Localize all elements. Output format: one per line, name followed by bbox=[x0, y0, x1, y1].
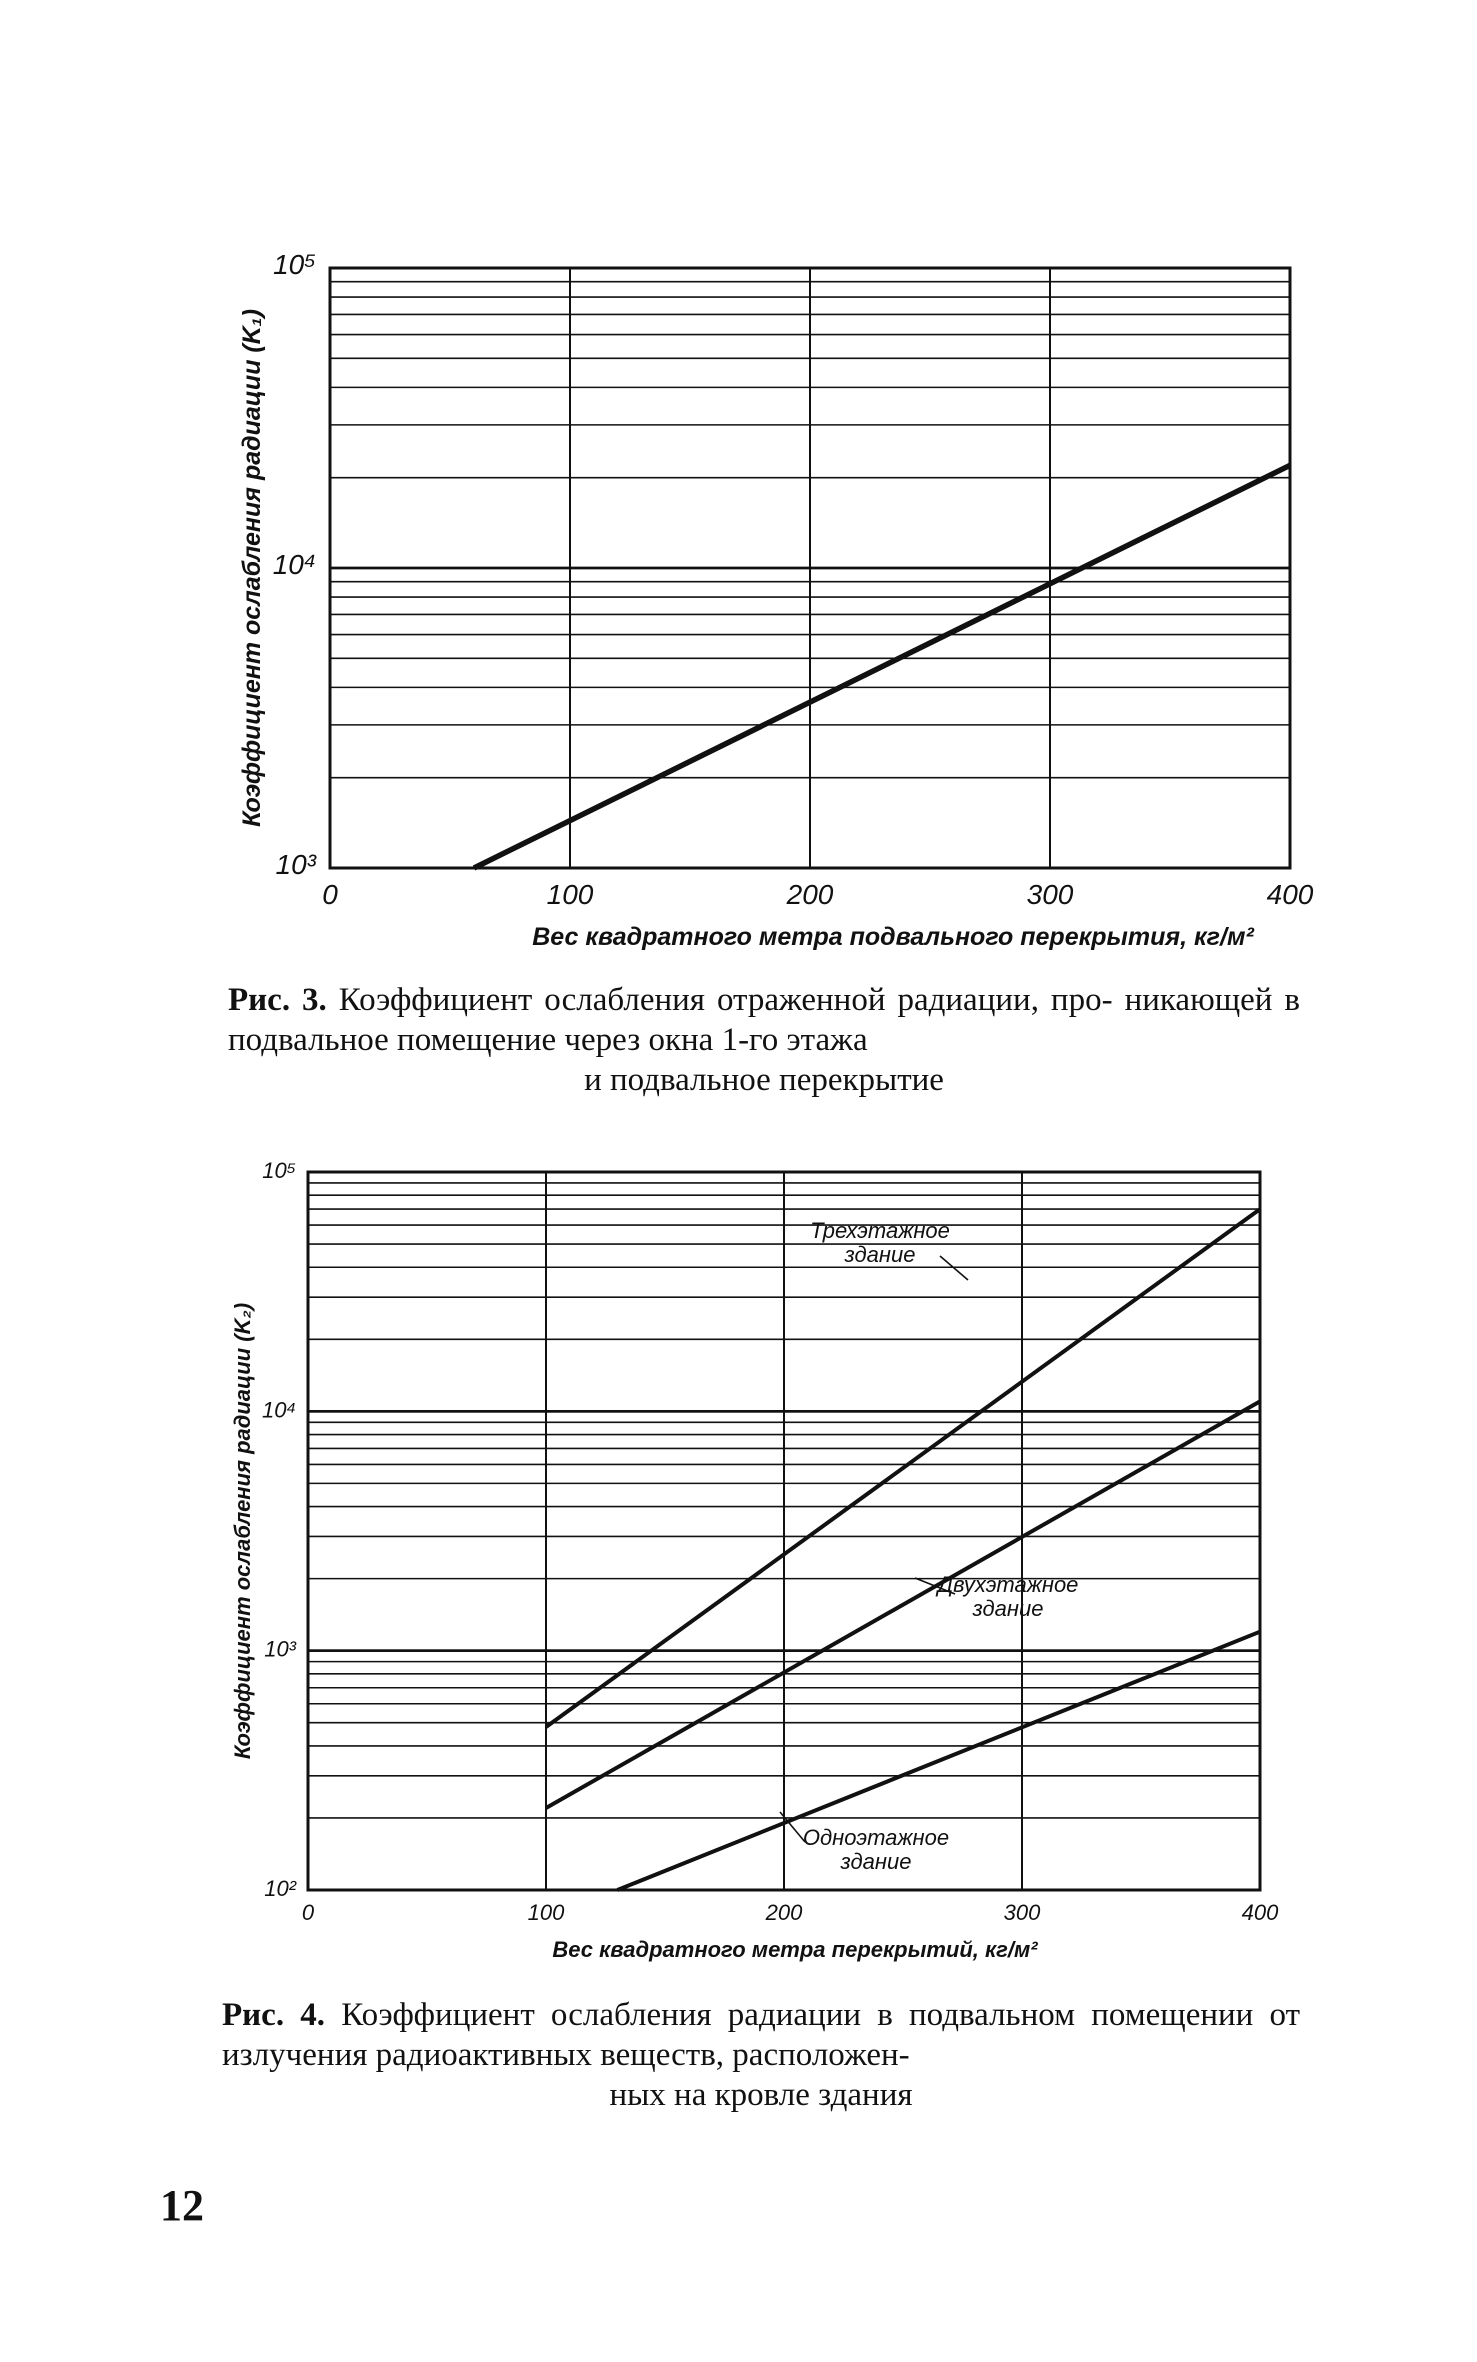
series-line bbox=[546, 1209, 1260, 1727]
x-axis-label: Вес квадратного метра перекрытий, кг/м² bbox=[552, 1937, 1038, 1962]
chart-figure-4 bbox=[0, 1100, 1477, 1980]
y-tick-label: 10⁵ bbox=[273, 249, 316, 280]
annotation-label: Одноэтажное bbox=[802, 1825, 950, 1850]
x-tick-label: 400 bbox=[1241, 1900, 1279, 1925]
caption-line: никающей в подвальное помещение через окна 1-го этажа bbox=[228, 982, 1300, 1058]
x-tick-label: 0 bbox=[301, 1900, 315, 1925]
annotation-label: Трехэтажное bbox=[810, 1218, 950, 1243]
annotation-label: здание bbox=[972, 1596, 1044, 1621]
caption-figure-4 bbox=[222, 1995, 1300, 2115]
y-tick-label: 10⁴ bbox=[272, 549, 316, 580]
caption-line: помещении от излучения радиоактивных веществ, расположен- bbox=[222, 1997, 1300, 2073]
x-tick-label: 100 bbox=[546, 879, 594, 910]
caption-label: Рис. 4. bbox=[222, 1997, 326, 2033]
caption-line: и подвальное перекрытие bbox=[584, 1062, 944, 1098]
chart-figure-3 bbox=[0, 0, 1477, 1000]
y-tick-label: 10³ bbox=[275, 849, 316, 880]
y-tick-label: 10² bbox=[264, 1876, 296, 1901]
x-tick-label: 0 bbox=[322, 879, 338, 910]
caption-line: ных на кровле здания bbox=[609, 2077, 913, 2113]
annotation-label: здание bbox=[840, 1849, 912, 1874]
caption-label: Рис. 3. bbox=[228, 982, 327, 1018]
series-line bbox=[474, 465, 1290, 868]
y-tick-label: 10⁴ bbox=[262, 1397, 296, 1423]
series-line bbox=[546, 1401, 1260, 1808]
series-line bbox=[617, 1632, 1260, 1890]
y-tick-label: 10³ bbox=[264, 1636, 296, 1662]
x-axis-label: Вес квадратного метра подвального перекрытия, кг/м² bbox=[532, 923, 1254, 951]
x-tick-label: 200 bbox=[786, 879, 834, 910]
annotation-label: здание bbox=[844, 1242, 916, 1267]
x-tick-label: 100 bbox=[527, 1900, 565, 1925]
annotation-label: Двухэтажное bbox=[937, 1572, 1079, 1597]
caption-figure-3 bbox=[228, 980, 1300, 1100]
x-tick-label: 400 bbox=[1266, 879, 1314, 910]
caption-line: Коэффициент ослабления отраженной радиации, про- bbox=[338, 982, 1113, 1018]
y-tick-label: 10⁵ bbox=[262, 1158, 296, 1183]
x-tick-label: 300 bbox=[1003, 1900, 1041, 1925]
caption-line: Коэффициент ослабления радиации в подвальном bbox=[341, 1997, 1076, 2033]
page-number: 12 bbox=[160, 2181, 204, 2230]
x-tick-label: 300 bbox=[1026, 879, 1074, 910]
y-axis-label: Коэффициент ослабления радиации (K₁) bbox=[238, 309, 266, 827]
y-axis-label: Коэффициент ослабления радиации (K₂) bbox=[230, 1302, 255, 1760]
x-tick-label: 200 bbox=[765, 1900, 803, 1925]
